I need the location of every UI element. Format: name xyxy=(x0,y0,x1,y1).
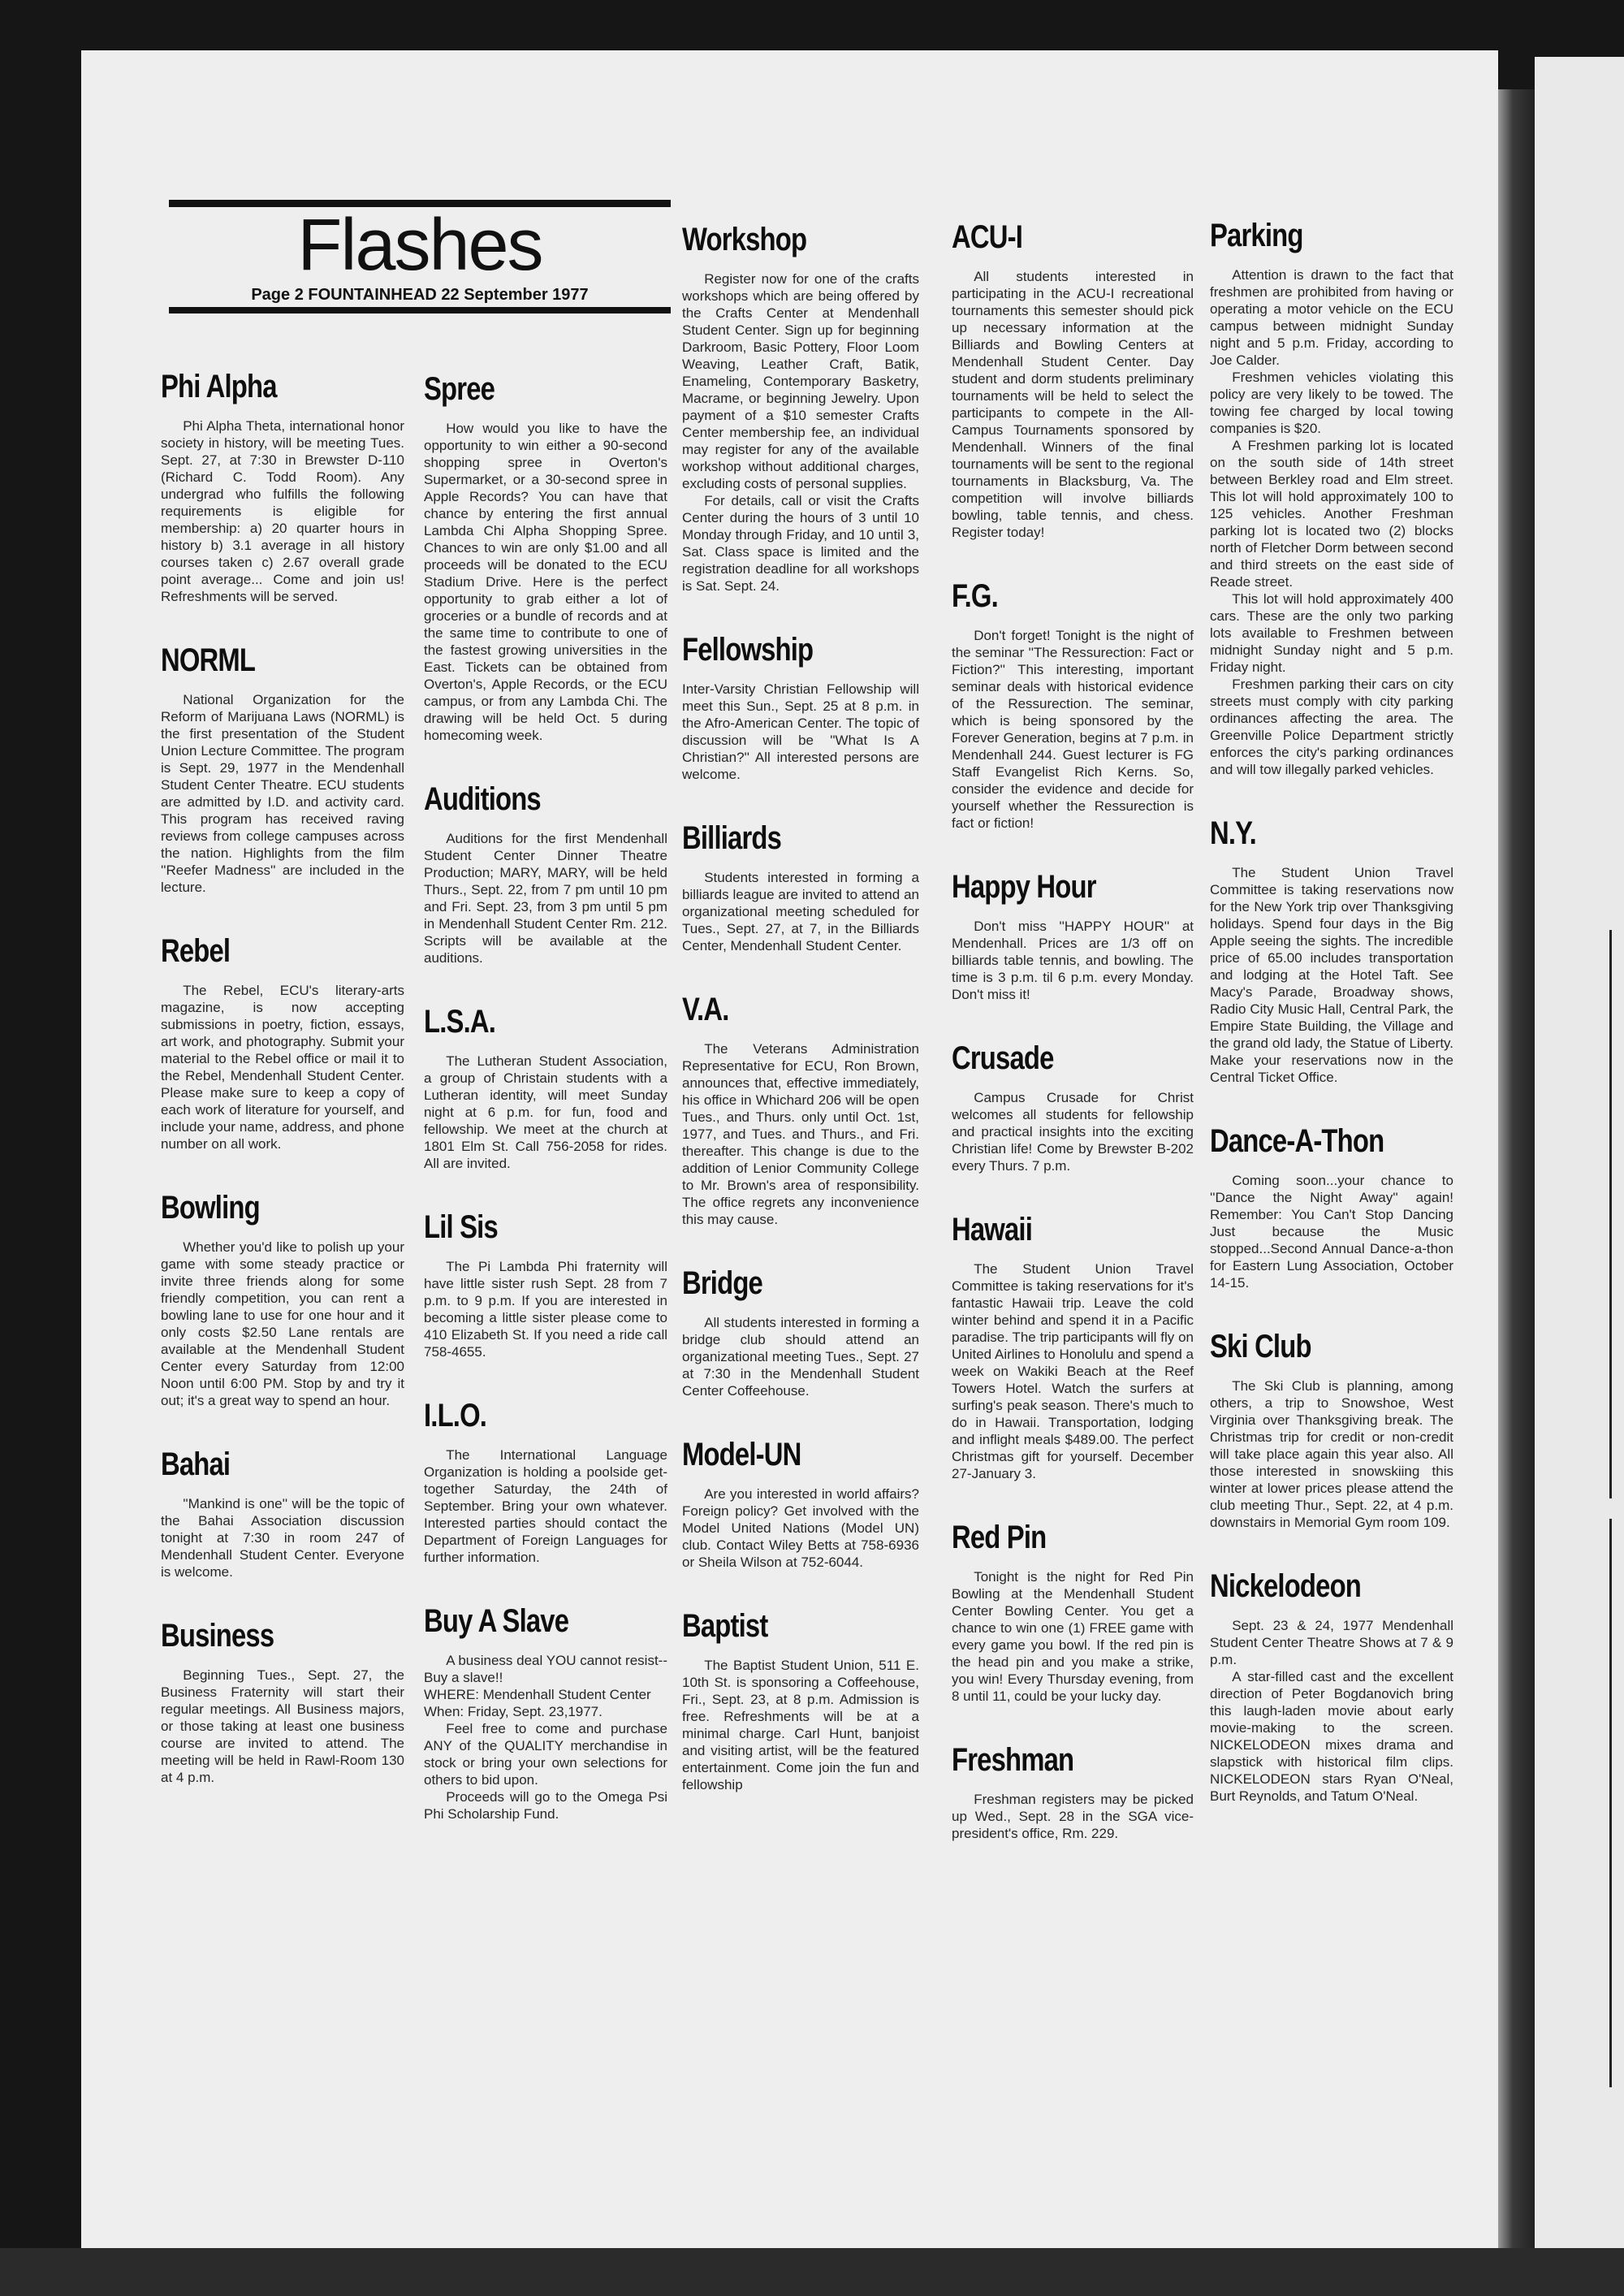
article-heading: Bowling xyxy=(161,1190,260,1226)
article-paragraph: Coming soon...your chance to ''Dance the Night Away'' again! Remember: You Can't Stop Dancing Just because the Music stopped...Second Annual Dance-a-thon for Eastern Lung Association, October 14-15. xyxy=(1210,1173,1453,1291)
article-paragraph: Inter-Varsity Christian Fellowship will meet this Sun., Sept. 25 at 8 p.m. in the Afro-American Center. The topic of discussion will be ''What Is A Christian?'' All interested persons are welcome. xyxy=(682,681,919,782)
article-freshman xyxy=(952,1740,1194,1842)
article-lil-sis xyxy=(424,1208,667,1360)
page-column xyxy=(1210,216,1453,1840)
article-hawaii xyxy=(952,1210,1194,1482)
article-paragraph: Campus Crusade for Christ welcomes all students for fellowship and practical insights into the exciting Christian life! Come by Brewster B-202 every Thurs. 7 p.m. xyxy=(952,1090,1194,1174)
article-red-pin xyxy=(952,1518,1194,1705)
article-heading: Baptist xyxy=(682,1608,768,1644)
article-heading: Model-UN xyxy=(682,1437,801,1472)
article-paragraph: The Student Union Travel Committee is taking reservations now for the New York trip over Thanksgiving holidays. Spend four days in the Big Apple seeing the sights. The incredible price of 65.00 includes transportation and lodging at the Hotel Taft. See Macy's Parade, Broadway shows, Radio City Music Hall, Central Park, the Empire State Building, the Village and the grand old lady, the Statue of Liberty. Make your reservations now in the Central Ticket Office. xyxy=(1210,865,1453,1085)
article-norml xyxy=(161,641,404,896)
article-baptist xyxy=(682,1606,919,1793)
article-heading: Bridge xyxy=(682,1265,762,1301)
article-billiards xyxy=(682,819,919,954)
article-paragraph: Auditions for the first Mendenhall Student Center Dinner Theatre Production; MARY, MARY, will be held Thurs., Sept. 22, from 7 pm until 10 pm and Fri. Sept. 23, from 3 pm until 5 pm in Mendenhall Student Center Rm. 212. Scripts will be available at the auditions. xyxy=(424,831,667,966)
article-paragraph: National Organization for the Reform of Marijuana Laws (NORML) is the first presentation of the Student Union Lecture Committee. The program is Sept. 29, 1977 in the Mendenhall Student Center Theatre. ECU students are admitted by I.D. and activity card. This program has received raving reviews from college campuses across the nation. Highlights from the film ''Reefer Madness'' are included in the lecture. xyxy=(161,692,404,895)
article-paragraph: The Ski Club is planning, among others, a trip to Snowshoe, West Virginia over Thanksgiving break. The Christmas trip for credit or non-credit will take place again this year also. All those interested in snowskiing this winter at lower prices please attend the club meeting Thur., Sept. 22, at 4 p.m. downstairs in Memorial Gym room 109. xyxy=(1210,1378,1453,1530)
article-bahai xyxy=(161,1445,404,1580)
article-heading: Bahai xyxy=(161,1446,231,1482)
article-heading: Happy Hour xyxy=(952,869,1096,905)
article-paragraph: Tonight is the night for Red Pin Bowling at the Mendenhall Student Center Bowling Center. You get a chance to win one (1) FREE game with every game you bowl. If the red pin is the head pin and you make a strike, you win! Every Thursday evening, from 8 until 11, could be your lucky day. xyxy=(952,1569,1194,1704)
article-heading: Auditions xyxy=(424,781,541,817)
article-acu-i xyxy=(952,218,1194,541)
adjacent-page-rule xyxy=(1609,930,1612,1498)
article-paragraph: Register now for one of the crafts workshops which are being offered by the Crafts Center at Mendenhall Student Center. Sign up for beginning Darkroom, Basic Pottery, Floor Loom Weaving, Leather Craft, Batik, Enameling, Contemporary Basketry, Macrame, or beginning Jewelry. Upon payment of a $10 semester Crafts Center membership fee, an individual may register for any of the available workshop without additional charges, excluding costs of personal supplies. xyxy=(682,271,919,491)
article-bowling xyxy=(161,1188,404,1409)
article-paragraph: WHERE: Mendenhall Student Center xyxy=(424,1687,651,1702)
article-heading: Crusade xyxy=(952,1040,1054,1076)
article-heading: Business xyxy=(161,1618,274,1654)
article-paragraph: How would you like to have the opportunity to win either a 90-second shopping spree in Overton's Supermarket, or a 30-second spree in Apple Records? You can have that chance by entering the first annual Lambda Chi Alpha Shopping Spree. Chances to win are only $1.00 and all proceeds will be donated to the ECU Stadium Drive. Here is the perfect opportunity to grab either a lot of groceries or a bundle of records and at the same time to contribute to one of the fastest growing universities in the East. Tickets can be obtained from Overton's, Apple Records, or the ECU campus, or from any Lambda Chi. The drawing will be held Oct. 5 during homecoming week. xyxy=(424,421,667,743)
article-heading: Billiards xyxy=(682,820,782,856)
article-spree xyxy=(424,370,667,744)
article-heading: Spree xyxy=(424,371,495,407)
article-paragraph: The Rebel, ECU's literary-arts magazine, is now accepting submissions in poetry, fiction, essays, art work, and photography. Submit your material to the Rebel office or mail it to the Rebel, Mendenhall Student Center. Please make sure to keep a copy of each work of literature for yourself, and include your name, address, and phone number on all work. xyxy=(161,983,404,1152)
article-heading: NORML xyxy=(161,642,256,678)
article-heading: ACU-I xyxy=(952,219,1022,255)
article-rebel xyxy=(161,932,404,1152)
article-paragraph: A star-filled cast and the excellent direction of Peter Bogdanovich bring this laugh-laden movie about early movie-making to the screen. NICKELODEON mixes drama and slapstick with historical film clips. NICKELODEON stars Ryan O'Neal, Burt Reynolds, and Tatum O'Neal. xyxy=(1210,1669,1453,1804)
adjacent-page-rule xyxy=(1609,1519,1612,2087)
article-nickelodeon xyxy=(1210,1567,1453,1805)
article-heading: V.A. xyxy=(682,992,729,1027)
article-paragraph: The Pi Lambda Phi fraternity will have little sister rush Sept. 28 from 7 p.m. to 9 p.m. If you are interested in becoming a little sister please come to 410 Elizabeth St. If you need a ride call 758-4655. xyxy=(424,1259,667,1360)
article-paragraph: Phi Alpha Theta, international honor society in history, will be meeting Tues. Sept. 27, at 7:30 in Brewster D-110 (Richard C. Todd Room). Any undergrad who fulfills the following requirements is eligible for membership: a) 20 quarter hours in history b) 3.1 average in all history courses taken c) 2.67 overall grade point average... Come and join us! Refreshments will be served. xyxy=(161,418,404,604)
article-paragraph: Beginning Tues., Sept. 27, the Business Fraternity will start their regular meetings. All Business majors, or those taking at least one business course are invited to attend. The meeting will be held in Rawl-Room 130 at 4 p.m. xyxy=(161,1667,404,1785)
article-paragraph: The Baptist Student Union, 511 E. 10th St. is sponsoring a Coffeehouse, Fri., Sept. 23, at 8 p.m. Admission is free. Refreshments will be at a minimal charge. Carl Hunt, banjoist and visiting artist, will be the featured entertainment. Come join the fun and fellowship xyxy=(682,1658,919,1792)
article-buy-a-slave xyxy=(424,1602,667,1823)
article-heading: Rebel xyxy=(161,933,231,969)
article-workshop xyxy=(682,220,919,595)
article-crusade xyxy=(952,1039,1194,1174)
article-heading: Parking xyxy=(1210,218,1303,253)
article-heading: Dance-A-Thon xyxy=(1210,1123,1384,1159)
article-paragraph: Freshmen parking their cars on city streets must comply with city parking ordinances affecting the area. The Greenville Police Department strictly enforces the city's parking ordinances and will tow illegally parked vehicles. xyxy=(1210,677,1453,777)
section-title: Flashes xyxy=(297,205,542,286)
article-paragraph: Sept. 23 & 24, 1977 Mendenhall Student Center Theatre Shows at 7 & 9 p.m. xyxy=(1210,1618,1453,1667)
masthead-bottom-rule xyxy=(169,307,671,313)
article-n-y xyxy=(1210,814,1453,1086)
article-business xyxy=(161,1616,404,1786)
article-heading: Red Pin xyxy=(952,1520,1047,1555)
article-paragraph: The Lutheran Student Association, a group of Christain students with a Lutheran identity, will meet Sunday night at 6 p.m. for fun, food and fellowship. We meet at the church at 1801 Elm St. Call 756-2058 for rides. All are invited. xyxy=(424,1053,667,1171)
article-heading: Workshop xyxy=(682,222,807,257)
article-heading: Fellowship xyxy=(682,632,814,668)
article-paragraph: Don't forget! Tonight is the night of the seminar ''The Ressurection: Fact or Fiction?'' This interesting, important seminar deals with historical evidence of the Ressurection. The seminar, which is being sponsored by the Forever Generation, begins at 7 p.m. in Mendenhall 244. Guest lecturer is FG Staff Evangelist Rich Kerns. So, consider the evidence and decide for yourself whether the Ressurection is fact or fiction! xyxy=(952,628,1194,831)
article-heading: Lil Sis xyxy=(424,1209,498,1245)
article-dance-a-thon xyxy=(1210,1122,1453,1291)
article-f-g xyxy=(952,577,1194,832)
article-paragraph: A Freshmen parking lot is located on the south side of 14th street between Berkley road and Elm street. This lot will hold approximately 100 to 125 vehicles. Another Freshman parking lot is located two (2) blocks north of Fletcher Dorm between second and third streets on the east side of Reade street. xyxy=(1210,438,1453,590)
page-edge-shadow xyxy=(1498,89,1535,2250)
article-i-l-o xyxy=(424,1396,667,1566)
article-paragraph: Don't miss ''HAPPY HOUR'' at Mendenhall. Prices are 1/3 off on billiards table tennis, and bowling. The time is 3 p.m. til 6 p.m. every Monday. Don't miss it! xyxy=(952,919,1194,1002)
article-fellowship xyxy=(682,630,919,783)
article-paragraph: Freshman registers may be picked up Wed., Sept. 28 in the SGA vice-president's office, Rm. 229. xyxy=(952,1792,1194,1841)
article-paragraph: For details, call or visit the Crafts Center during the hours of 3 until 10 Monday through Friday, and 10 until 3, Sat. Class space is limited and the registration deadline for all workshops is Sat. Sept. 24. xyxy=(682,493,919,594)
article-auditions xyxy=(424,780,667,966)
article-heading: Nickelodeon xyxy=(1210,1568,1362,1604)
article-heading: F.G. xyxy=(952,578,998,614)
article-heading: I.L.O. xyxy=(424,1398,487,1433)
article-paragraph: Proceeds will go to the Omega Psi Phi Scholarship Fund. xyxy=(424,1789,667,1822)
article-paragraph: Whether you'd like to polish up your game with some steady practice or invite three friends along for some friendly competition, you can rent a bowling lane to use for one hour and it only costs $2.50 Lane rentals are available at the Mendenhall Student Center every Saturday from 12:00 Noon until 6:00 PM. Stop by and try it out; it's a great way to spend an hour. xyxy=(161,1239,404,1408)
article-paragraph: The Student Union Travel Committee is taking reservations for it's fantastic Hawaii trip. Leave the cold winter behind and spend it in a Pacific paradise. The trip participants will fly on United Airlines to Honolulu and spend a week on Wakiki Beach at the Reef Towers Hotel. Watch the surfers at surfing's peak season. There's much to do in Hawaii. Transportation, lodging and inflight meals $489.00. The perfect Christmas gift for yourself. December 27-January 3. xyxy=(952,1261,1194,1481)
article-paragraph: All students interested in participating in the ACU-I recreational tournaments this semester should pick up necessary information at the Billiards and Bowling Centers at Mendenhall Student Center. Day student and dorm students preliminary tournaments will be held to select the participants to compete in the All-Campus Tournaments sponsored by Mendenhall. Winners of the final tournaments will be sent to the regional tournaments in Blacksburg, Va. The competition will involve billiards bowling, table tennis, and chess. Register today! xyxy=(952,269,1194,540)
article-paragraph: Freshmen vehicles violating this policy are very likely to be towed. The towing fee charged by local towing companies is $20. xyxy=(1210,370,1453,436)
page-column xyxy=(424,370,667,1858)
article-heading: Phi Alpha xyxy=(161,369,277,404)
article-ski-club xyxy=(1210,1327,1453,1531)
article-paragraph: Students interested in forming a billiards league are invited to attend an organizational meeting scheduled for Tues., Sept. 27, at 7, in the Billiards Center, Mendenhall Student Center. xyxy=(682,870,919,953)
article-bridge xyxy=(682,1264,919,1399)
page-column xyxy=(952,218,1194,1878)
article-heading: Freshman xyxy=(952,1742,1074,1778)
article-paragraph: This lot will hold approximately 400 cars. These are the only two parking lots available to Freshmen between midnight Sunday night and 5 p.m. Friday night. xyxy=(1210,591,1453,675)
article-heading: Buy A Slave xyxy=(424,1603,569,1639)
article-phi-alpha xyxy=(161,367,404,605)
article-heading: N.Y. xyxy=(1210,815,1256,851)
article-paragraph: All students interested in forming a bridge club should attend an organizational meeting Tues., Sept. 27 at 7:30 in the Mendenhall Student Center Coffeehouse. xyxy=(682,1315,919,1399)
article-paragraph: The Veterans Administration Representative for ECU, Ron Brown, announces that, effective immediately, his office in Whichard 206 will be open Tues., and Thurs. only until Oct. 1st, 1977, and Tues. and Thurs., and Fri. thereafter. This change is due to the addition of Lenior Community College to Mr. Brown's area of responsibility. The office regrets any inconvenience this may cause. xyxy=(682,1041,919,1227)
scan-bottom-border xyxy=(0,2248,1624,2296)
page-column xyxy=(161,367,404,1822)
article-paragraph: ''Mankind is one'' will be the topic of the Bahai Association discussion tonight at 7:30 in room 247 of Mendenhall Student Center. Everyone is welcome. xyxy=(161,1496,404,1580)
article-paragraph: The International Language Organization is holding a poolside get-together Saturday, the 24th of September. Bring your own whatever. Interested parties should contact the Department of Foreign Languages for further information. xyxy=(424,1447,667,1565)
article-model-un xyxy=(682,1435,919,1571)
article-heading: L.S.A. xyxy=(424,1004,496,1040)
adjacent-page-edge xyxy=(1535,57,1624,2250)
article-heading: Hawaii xyxy=(952,1212,1032,1247)
article-paragraph: Attention is drawn to the fact that freshmen are prohibited from having or operating a motor vehicle on the ECU campus between midnight Sunday night and 5 p.m. Friday, according to Joe Calder. xyxy=(1210,267,1453,368)
article-l-s-a xyxy=(424,1002,667,1172)
article-paragraph: When: Friday, Sept. 23,1977. xyxy=(424,1704,603,1719)
article-happy-hour xyxy=(952,867,1194,1003)
article-paragraph: Feel free to come and purchase ANY of the QUALITY merchandise in stock or bring your own selections for others to bid upon. xyxy=(424,1721,667,1788)
article-paragraph: Are you interested in world affairs? Foreign policy? Get involved with the Model United Nations (Model UN) club. Contact Wiley Betts at 758-6936 or Sheila Wilson at 752-6044. xyxy=(682,1486,919,1570)
page-dateline: Page 2 FOUNTAINHEAD 22 September 1977 xyxy=(251,286,589,304)
article-heading: Ski Club xyxy=(1210,1329,1311,1364)
article-parking xyxy=(1210,216,1453,778)
article-paragraph: A business deal YOU cannot resist--Buy a slave!! xyxy=(424,1653,667,1685)
page-column xyxy=(682,220,919,1829)
article-v-a xyxy=(682,990,919,1228)
